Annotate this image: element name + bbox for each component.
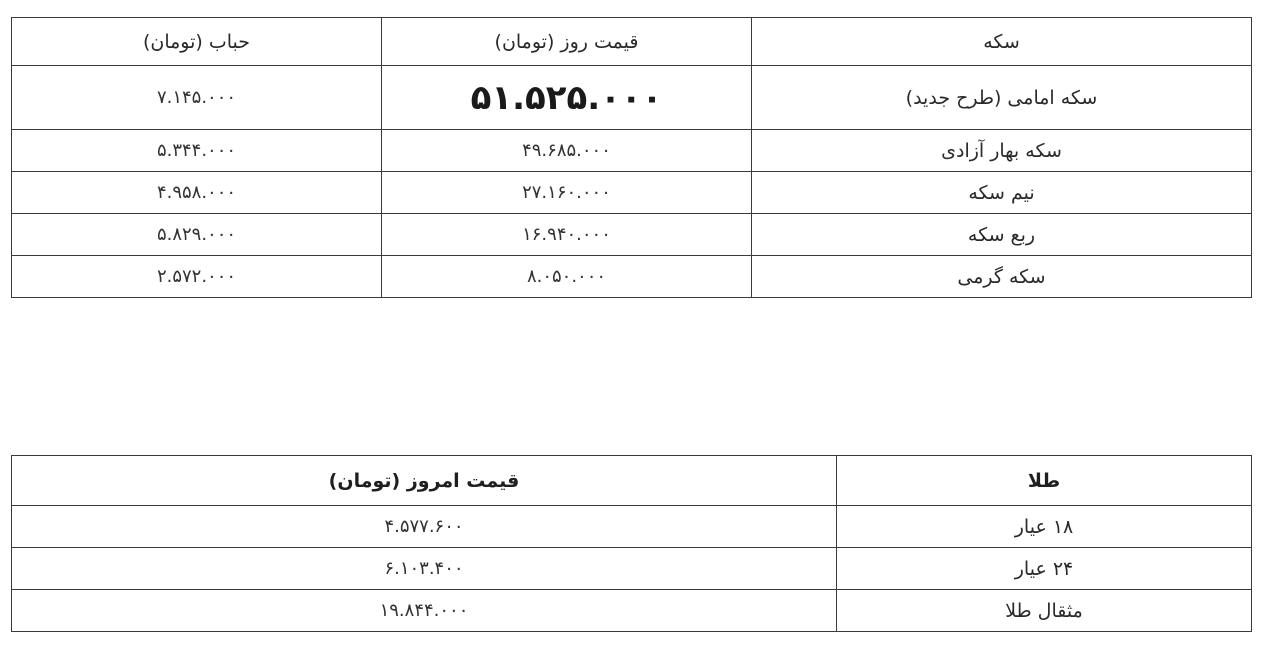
coin-price-cell: ۸.۰۵۰.۰۰۰ (382, 256, 752, 298)
coin-bubble-cell: ۲.۵۷۲.۰۰۰ (12, 256, 382, 298)
table-row (12, 506, 1252, 548)
coin-name-cell: ربع سکه (752, 214, 1252, 256)
table-row (12, 130, 1252, 172)
coin-name-cell: سکه گرمی (752, 256, 1252, 298)
coin-price-cell: ۱۶.۹۴۰.۰۰۰ (382, 214, 752, 256)
coin-header-name: سکه (752, 18, 1252, 66)
gold-name-cell: مثقال طلا (837, 590, 1252, 632)
gold-name-cell: ۱۸ عیار (837, 506, 1252, 548)
coin-name-cell: نیم سکه (752, 172, 1252, 214)
table-row (12, 256, 1252, 298)
gold-price-table (11, 455, 1252, 632)
gold-name-cell: ۲۴ عیار (837, 548, 1252, 590)
coin-name-cell: سکه امامی (طرح جدید) (752, 66, 1252, 130)
coin-price-cell: ۲۷.۱۶۰.۰۰۰ (382, 172, 752, 214)
gold-price-cell: ۴.۵۷۷.۶۰۰ (12, 506, 837, 548)
table-row (12, 66, 1252, 130)
gold-price-cell: ۶.۱۰۳.۴۰۰ (12, 548, 837, 590)
coin-name-cell: سکه بهار آزادی (752, 130, 1252, 172)
gold-header-name: طلا (837, 456, 1252, 506)
coin-bubble-cell: ۴.۹۵۸.۰۰۰ (12, 172, 382, 214)
coin-bubble-cell: ۷.۱۴۵.۰۰۰ (12, 66, 382, 130)
coin-table-header-row (12, 18, 1252, 66)
gold-table-header-row (12, 456, 1252, 506)
table-row (12, 590, 1252, 632)
coin-header-price: قیمت روز (تومان) (382, 18, 752, 66)
coin-bubble-cell: ۵.۸۲۹.۰۰۰ (12, 214, 382, 256)
table-row (12, 214, 1252, 256)
coin-price-cell: ۴۹.۶۸۵.۰۰۰ (382, 130, 752, 172)
gold-price-cell: ۱۹.۸۴۴.۰۰۰ (12, 590, 837, 632)
table-row (12, 172, 1252, 214)
coin-header-bubble: حباب (تومان) (12, 18, 382, 66)
coin-bubble-cell: ۵.۳۴۴.۰۰۰ (12, 130, 382, 172)
coin-price-cell: ۵۱.۵۲۵.۰۰۰ (382, 66, 752, 130)
coin-price-table (11, 17, 1252, 298)
table-row (12, 548, 1252, 590)
gold-header-price: قیمت امروز (تومان) (12, 456, 837, 506)
